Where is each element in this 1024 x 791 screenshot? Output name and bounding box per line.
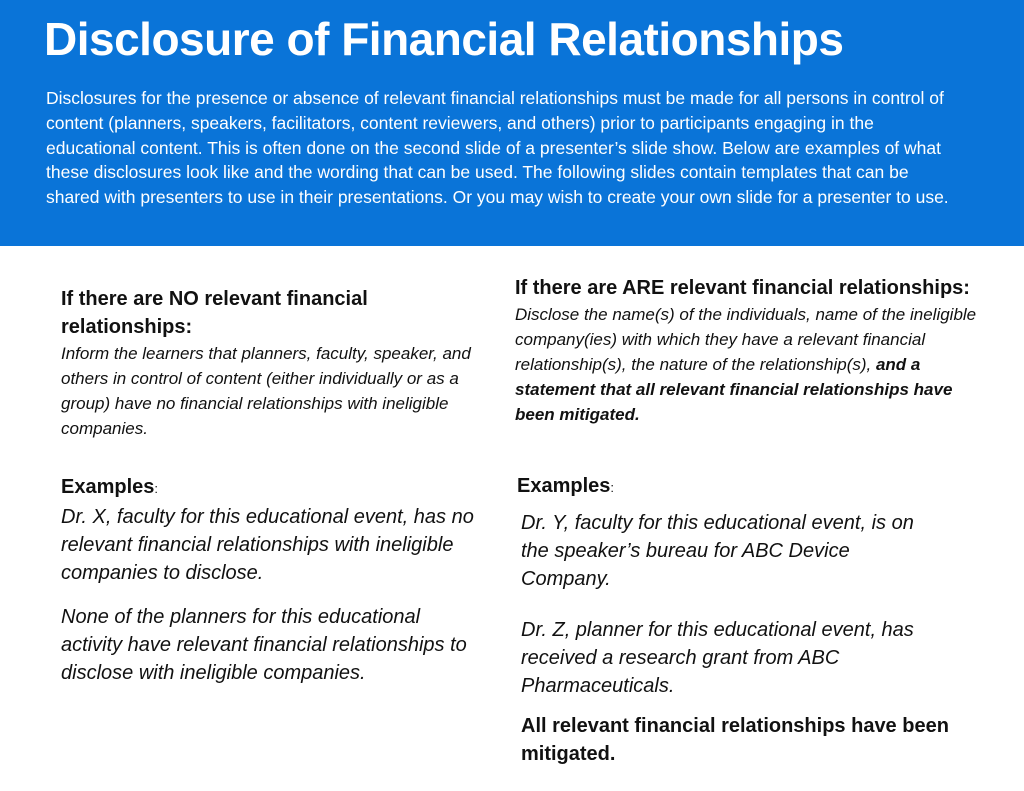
right-example-1: Dr. Y, faculty for this educational event, is on the speaker’s bureau for ABC Device Company. [521, 512, 914, 590]
intro-paragraph: Disclosures for the presence or absence of relevant financial relationships must be made for all persons in control of content (planners, speakers, facilitators, content reviewers, and others) prior to participants engaging in the educational content. This is often done on the second slide of a presenter’s slide show. Below are examples of what these disclosures look like and the wording that can be used. The following slides contain templates that can be shared with presenters to use in their presentations. Or you may wish to create your own slide for a presenter to use. [46, 88, 949, 208]
right-example-2-block [521, 616, 941, 700]
are-relationships-section [515, 274, 985, 427]
no-relationships-description: Inform the learners that planners, faculty, speaker, and others in control of content (either individually or as a group) have no financial relationships with ineligible companies. [61, 344, 471, 438]
right-examples-label-block [517, 472, 957, 502]
left-example-1: Dr. X, faculty for this educational event, has no relevant financial relationships with ineligible companies to disclose. [61, 506, 474, 584]
right-example-2: Dr. Z, planner for this educational event, has received a research grant from ABC Pharmaceuticals. [521, 619, 914, 697]
no-relationships-section [61, 285, 486, 441]
mitigated-statement-emphasis: and a statement that all relevant financial relationships have been mitigated. [515, 355, 953, 424]
left-example-2-block [61, 603, 481, 687]
no-relationships-heading: If there are NO relevant financial relationships: [61, 288, 368, 338]
left-examples-section [61, 473, 481, 587]
left-examples-label: Examples: [61, 476, 159, 498]
mitigated-statement-block [521, 712, 961, 768]
are-relationships-heading: If there are ARE relevant financial relationships: [515, 277, 970, 299]
mitigated-statement: All relevant financial relationships have been mitigated. [521, 715, 949, 765]
header-banner [0, 0, 1024, 246]
right-examples-label: Examples: [517, 475, 615, 497]
page-title: Disclosure of Financial Relationships [44, 13, 844, 65]
right-example-1-block [521, 509, 941, 593]
are-relationships-description: Disclose the name(s) of the individuals, name of the ineligible company(ies) with which they have a relevant financial relationship(s), the nature of the relationship(s), and a statement that all relevant financial relationships have been mitigated. [515, 305, 977, 424]
left-example-2: None of the planners for this educational activity have relevant financial relationships to disclose with ineligible companies. [61, 606, 467, 684]
